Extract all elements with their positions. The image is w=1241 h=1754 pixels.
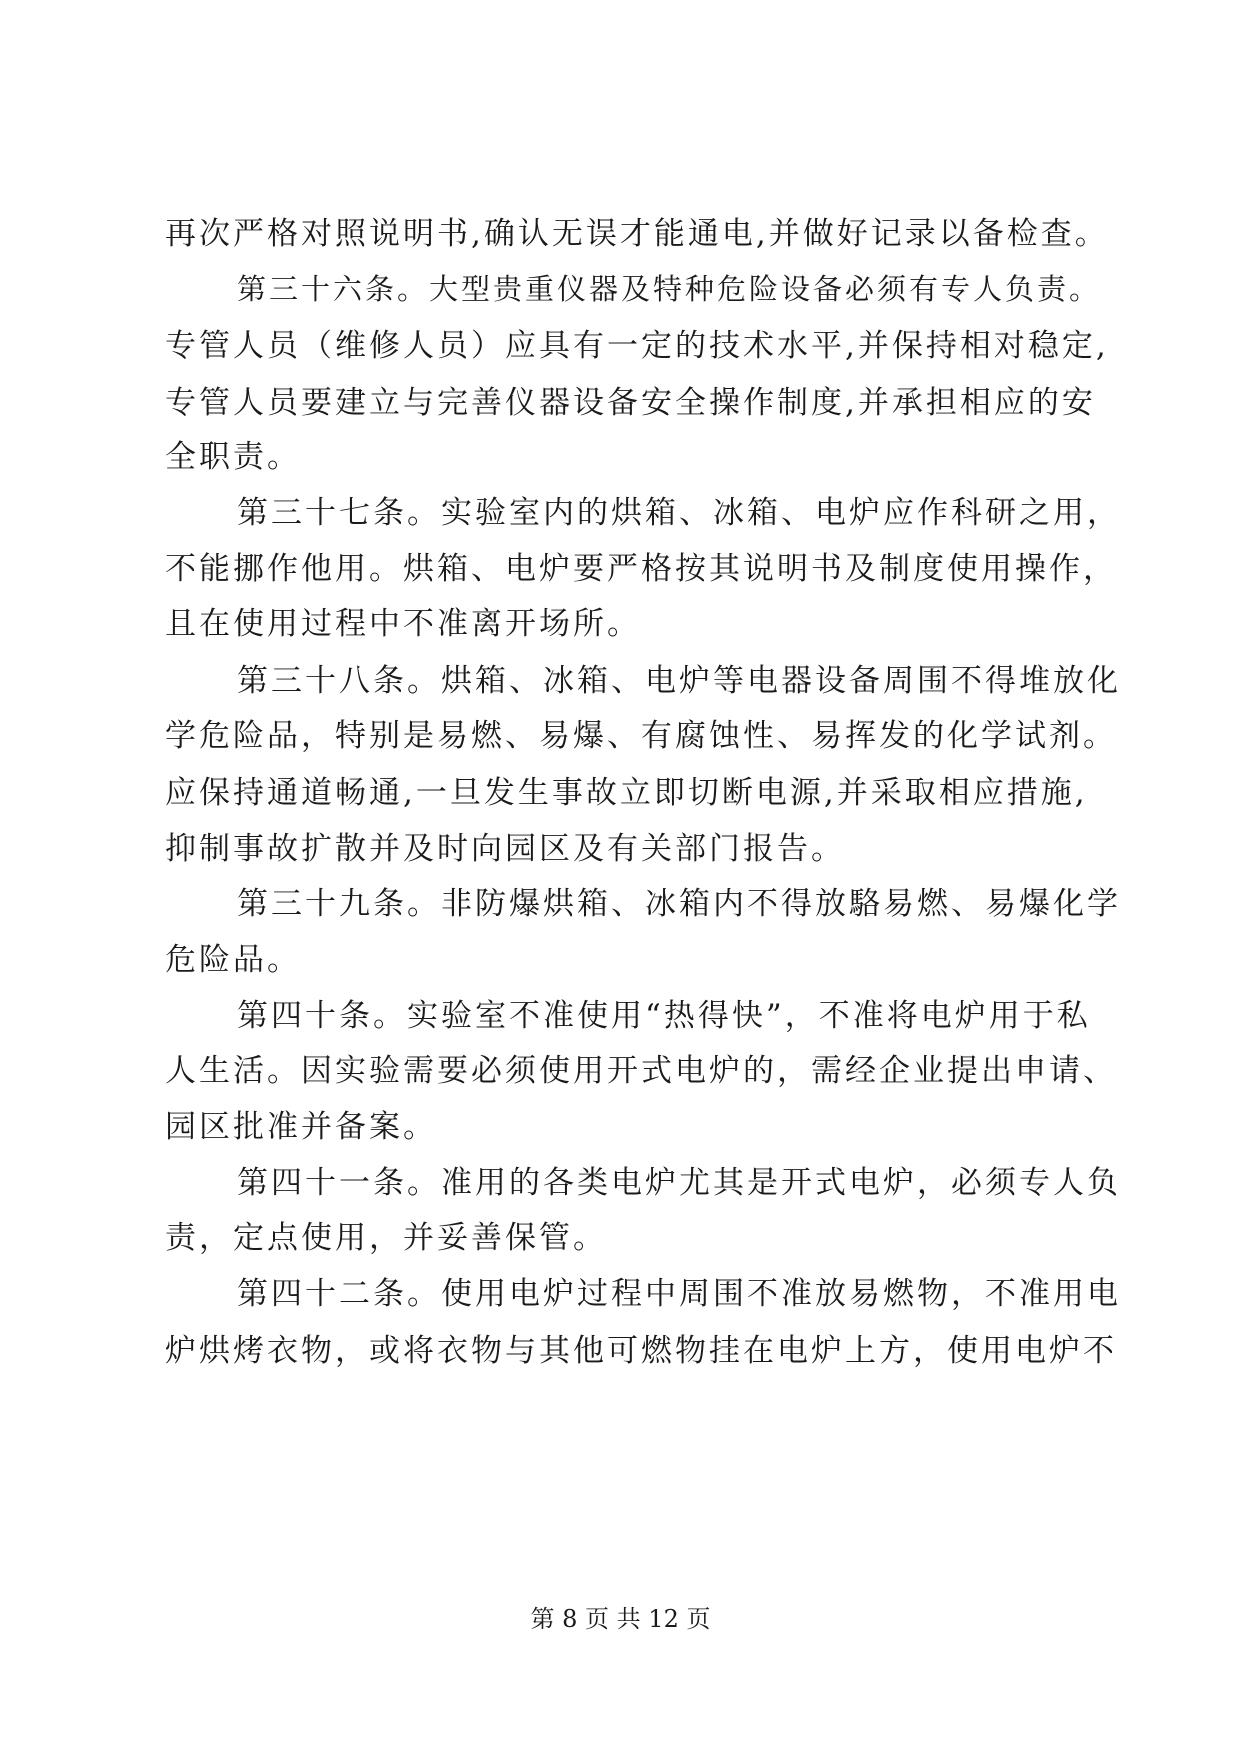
text-line-11: 应保持通道畅通,一旦发生事故立即切断电源,并采取相应措施, [165, 775, 1088, 811]
text-line-16: 人生活。因实验需要必须使用开式电炉的，需经企业提出申请、 [165, 1053, 1117, 1089]
text-line-21: 炉烘烤衣物，或将衣物与其他可燃物挂在电炉上方，使用电炉不 [165, 1333, 1117, 1369]
text-line-5: 全职责。 [165, 439, 301, 475]
text-line-3: 专管人员（维修人员）应具有一定的技术水平,并保持相对稳定, [165, 328, 1109, 364]
article-39-heading: 第三十九条。非防爆烘箱、冰箱内不得放駱易燃、易爆化学 [237, 886, 1121, 922]
text-line-12: 抑制事故扩散并及时向园区及有关部门报告。 [165, 831, 845, 867]
article-41-heading: 第四十一条。准用的各类电炉尤其是开式电炉，必须专人负 [237, 1165, 1121, 1201]
text-line-4: 专管人员要建立与完善仪器设备安全操作制度,并承担相应的安 [165, 385, 1096, 421]
text-line-8: 且在使用过程中不准离开场所。 [165, 606, 641, 642]
article-42-heading: 第四十二条。使用电炉过程中周围不准放易燃物，不准用电 [237, 1276, 1121, 1312]
text-line-19: 责，定点使用，并妥善保管。 [165, 1220, 607, 1256]
article-37-heading: 第三十七条。实验室内的烘箱、冰箱、电炉应作科研之用， [237, 495, 1121, 531]
article-36-heading: 第三十六条。大型贵重仪器及特种危险设备必须有专人负责。 [237, 272, 1102, 306]
text-line-10: 学危险品，特别是易燃、易爆、有腐蚀性、易挥发的化学试剂。 [165, 718, 1117, 754]
article-40-heading: 第四十条。实验室不准使用“热得快”，不准将电炉用于私 [237, 998, 1091, 1034]
page-number-footer: 第 8 页 共 12 页 [530, 1605, 711, 1633]
text-line-1: 再次严格对照说明书,确认无误才能通电,并做好记录以备检查。 [165, 216, 1109, 252]
article-38-heading: 第三十八条。烘箱、冰箱、电炉等电器设备周围不得堆放化 [237, 663, 1121, 699]
text-line-14: 危险品。 [165, 942, 301, 978]
text-line-17: 园区批准并备案。 [165, 1109, 437, 1145]
text-line-7: 不能挪作他用。烘箱、电炉要严格按其说明书及制度使用操作， [165, 551, 1117, 587]
